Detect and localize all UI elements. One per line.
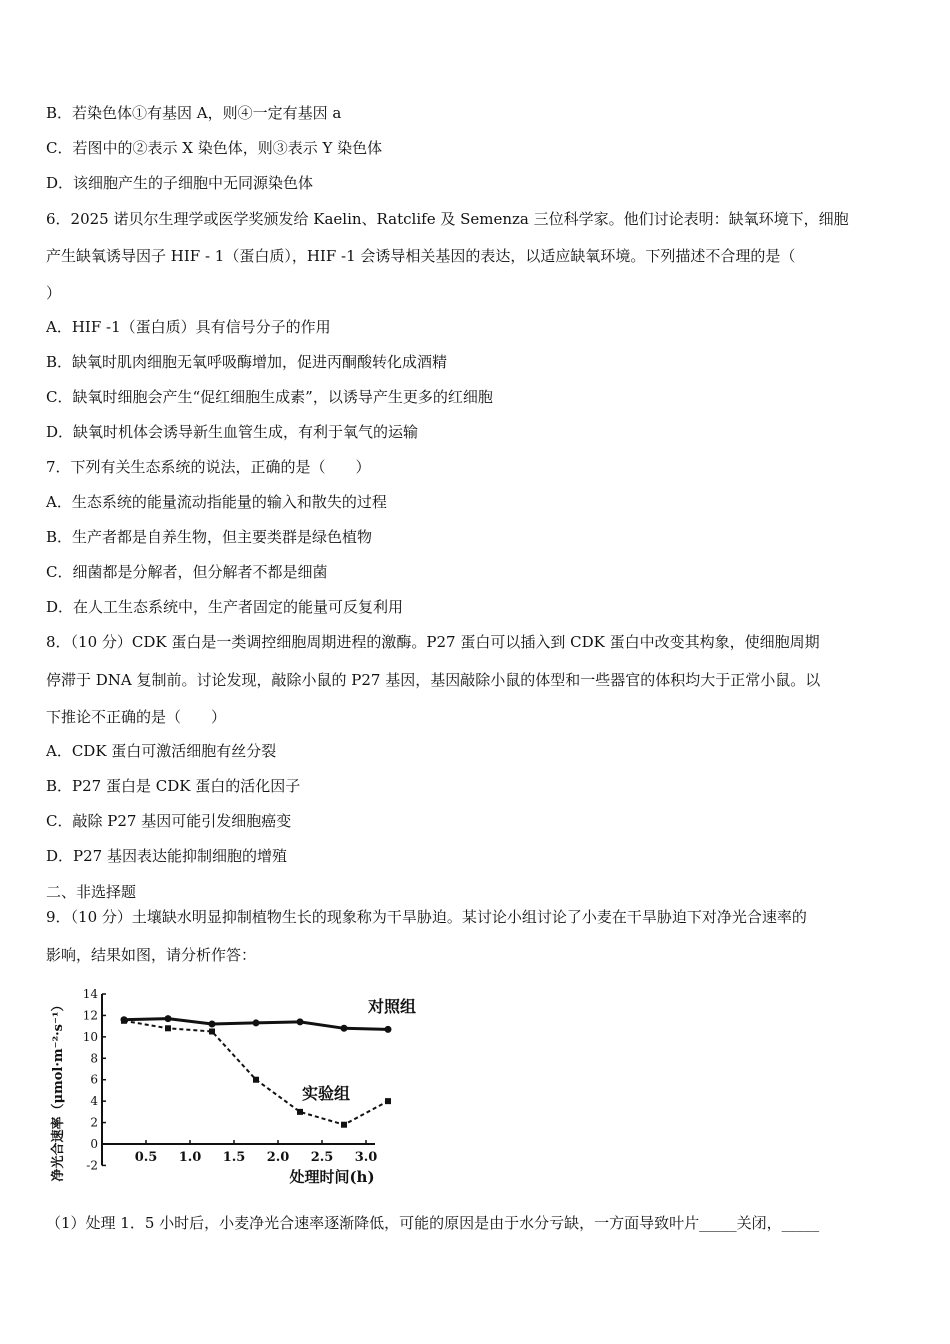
y-tick-label: 8 [90,1051,98,1066]
series-line-experiment [124,1021,388,1125]
option-b-q7: B．生产者都是自养生物，但主要类群是绿色植物 [46,528,373,546]
x-tick-label: 1.0 [178,1150,202,1165]
option-a-q8: A．CDK 蛋白可激活细胞有丝分裂 [46,742,277,760]
option-b-q6: B．缺氧时肌肉细胞无氧呼吸酶增加，促进丙酮酸转化成酒精 [46,353,448,371]
data-point [341,1122,347,1128]
data-point [253,1077,259,1083]
option-c-q6: C．缺氧时细胞会产生“促红细胞生成素”，以诱导产生更多的红细胞 [46,388,493,406]
data-point [297,1018,304,1025]
y-tick-label: 12 [82,1008,98,1023]
x-tick-label: 0.5 [134,1150,158,1165]
question-9-line-2: 影响，结果如图，请分析作答： [46,946,257,964]
option-c-q7: C．细菌都是分解者，但分解者不都是细菌 [46,563,328,581]
y-tick-label: 0 [90,1137,98,1151]
series-label-experiment: 实验组 [302,1084,351,1103]
question-6-line-2: 产生缺氧诱导因子 HIF - 1（蛋白质），HIF -1 会诱导相关基因的表达，以适应缺氧环境。下列描述不合理的是（ [46,247,796,265]
y-tick-label: -2 [86,1158,98,1173]
option-c-q8: C．敲除 P27 基因可能引发细胞癌变 [46,812,292,830]
x-tick-label: 1.5 [222,1150,246,1165]
data-point [121,1018,127,1024]
y-axis-label: 净光合速率（μmol·m⁻²·s⁻¹） [51,998,66,1182]
data-point [385,1026,392,1033]
series-label-control: 对照组 [368,997,417,1017]
question-8-line-1: 8．（10 分）CDK 蛋白是一类调控细胞周期进程的激酶。P27 蛋白可以插入到 CDK 蛋白中改变其构象，使细胞周期 [46,633,820,651]
data-point [297,1109,303,1115]
y-tick-label: 10 [82,1029,98,1044]
question-8-line-3: 下推论不正确的是（ ） [46,708,227,726]
question-6-line-1: 6．2025 诺贝尔生理学或医学奖颁发给 Kaelin、Ratclife 及 Semenza 三位科学家。他们讨论表明：缺氧环境下，细胞 [46,210,849,228]
data-point [253,1019,260,1026]
option-a-q6: A．HIF -1（蛋白质）具有信号分子的作用 [46,318,331,336]
option-b-q5: B．若染色体①有基因 A，则④一定有基因 a [46,104,342,122]
option-d-q8: D．P27 基因表达能抑制细胞的增殖 [46,847,287,865]
question-7: 7．下列有关生态系统的说法，正确的是（ ） [46,458,371,476]
question-9-sub-1: （1）处理 1．5 小时后，小麦净光合速率逐渐降低，可能的原因是由于水分亏缺，一方面导致叶片_____关闭，_____ [46,1214,820,1232]
question-6-line-3: ） [46,284,62,302]
data-point [165,1025,171,1031]
data-point [209,1029,215,1035]
y-tick-label: 14 [82,987,98,1001]
x-tick-label: 2.0 [266,1150,290,1165]
option-d-q6: D．缺氧时机体会诱导新生血管生成，有利于氧气的运输 [46,423,419,441]
data-point [165,1015,172,1022]
option-c-q5: C．若图中的②表示 X 染色体，则③表示 Y 染色体 [46,139,383,157]
section-heading: 二、非选择题 [46,883,137,901]
question-8-line-2: 停滞于 DNA 复制前。讨论发现，敲除小鼠的 P27 基因，基因敲除小鼠的体型和一些器官的体积均大于正常小鼠。以 [46,671,821,689]
data-point [209,1021,216,1028]
option-a-q7: A．生态系统的能量流动指能量的输入和散失的过程 [46,493,387,511]
chart-series [121,997,417,1127]
y-tick-labels [83,987,106,1172]
x-tick-label: 2.5 [310,1150,334,1165]
photosynthesis-chart [40,982,417,1192]
data-point [341,1025,348,1032]
x-axis-label: 处理时间(h) [289,1168,375,1186]
data-point [385,1098,391,1104]
option-d-q5: D．该细胞产生的子细胞中无同源染色体 [46,174,314,192]
option-b-q8: B．P27 蛋白是 CDK 蛋白的活化因子 [46,777,301,795]
y-tick-label: 6 [90,1072,98,1087]
y-tick-label: 2 [90,1115,98,1130]
question-9-line-1: 9．（10 分）土壤缺水明显抑制植物生长的现象称为干旱胁迫。某讨论小组讨论了小麦在干旱胁迫下对净光合速率的 [46,908,807,926]
y-tick-label: 4 [90,1094,98,1109]
option-d-q7: D．在人工生态系统中，生产者固定的能量可反复利用 [46,598,404,616]
x-tick-label: 3.0 [354,1150,378,1165]
